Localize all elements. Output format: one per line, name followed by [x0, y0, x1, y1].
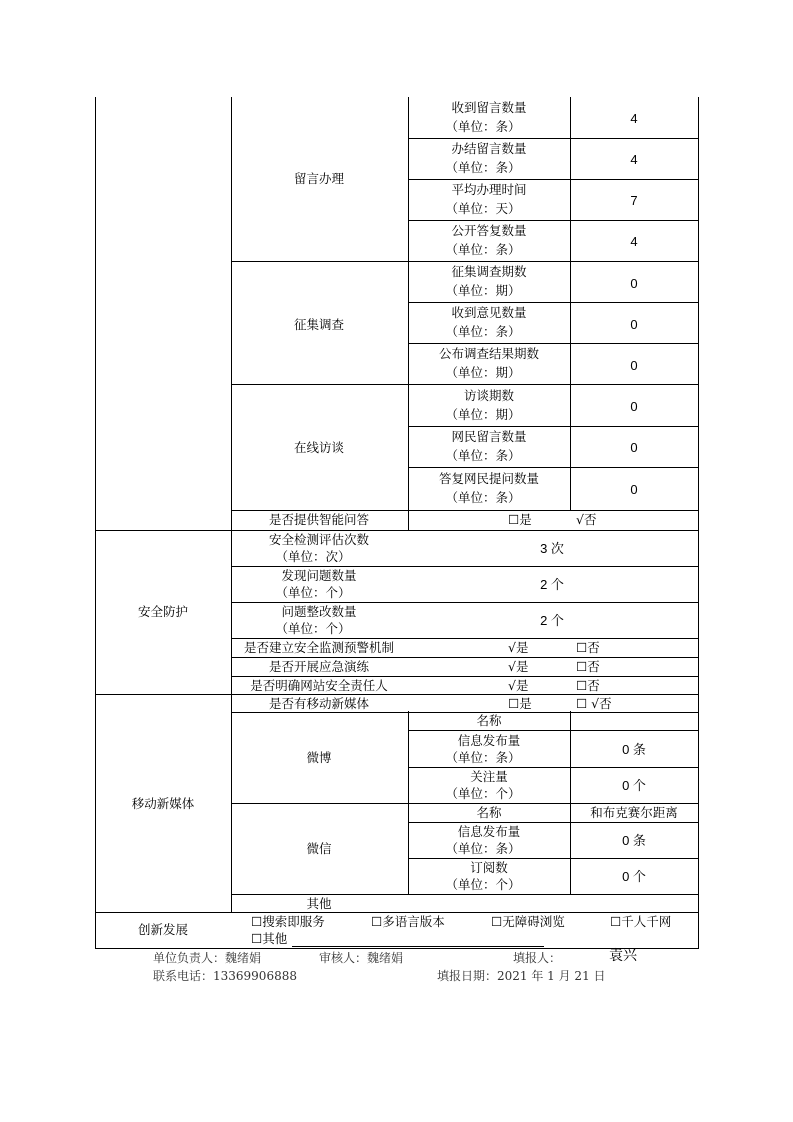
security-title: 安全防护	[137, 604, 189, 619]
survey-periods-unit: （单位：期）	[445, 283, 521, 298]
received-value: 4	[630, 111, 638, 126]
interview-periods-value: 0	[630, 399, 638, 414]
filler-signature: 袁兴	[609, 948, 637, 964]
media-other-label: 其他	[306, 896, 332, 911]
personalized-checkbox[interactable]: ☐千人千网	[610, 914, 672, 929]
fixed-label: 问题整改数量	[281, 604, 357, 619]
has-media-yes-checkbox[interactable]: ☐是	[508, 696, 532, 711]
issues-value: 2 个	[540, 577, 564, 592]
interview-answers-label: 答复网民提问数量	[438, 471, 540, 486]
interview-messages-unit: （单位：条）	[445, 448, 521, 463]
avg-time-label: 平均办理时间	[451, 182, 527, 197]
wechat-subs-unit: （单位：个）	[445, 877, 521, 892]
fill-date: 填报日期：2021 年 1 月 21 日	[437, 969, 606, 983]
interview-title: 在线访谈	[293, 440, 345, 455]
survey-opinions-label: 收到意见数量	[451, 305, 527, 320]
unit-head: 单位负责人：魏绪娟	[153, 951, 262, 965]
multilang-checkbox[interactable]: ☐多语言版本	[371, 914, 445, 929]
checks-label: 安全检测评估次数	[268, 532, 370, 547]
avg-time-value: 7	[630, 193, 638, 208]
drill-no-checkbox[interactable]: ☐否	[576, 659, 600, 674]
completed-label: 办结留言数量	[451, 141, 527, 156]
weibo-title: 微博	[306, 750, 332, 765]
survey-title: 征集调查	[293, 317, 345, 332]
interview-periods-label: 访谈期数	[463, 388, 515, 403]
issues-unit: （单位：个）	[275, 585, 351, 600]
completed-unit: （单位：条）	[445, 160, 521, 175]
survey-periods-label: 征集调查期数	[451, 264, 527, 279]
drill-label: 是否开展应急演练	[268, 659, 370, 674]
monitor-no-checkbox[interactable]: ☐否	[576, 640, 600, 655]
guestbook-title: 留言办理	[293, 171, 345, 186]
contact-phone: 联系电话：13369906888	[153, 969, 297, 983]
interview-answers-unit: （单位：条）	[445, 490, 521, 505]
monitor-label: 是否建立安全监测预警机制	[243, 640, 395, 655]
has-media-label: 是否有移动新媒体	[268, 696, 370, 711]
weibo-followers-label: 关注量	[470, 769, 508, 784]
interview-messages-label: 网民留言数量	[451, 429, 527, 444]
wechat-subs-value: 0 个	[622, 869, 646, 884]
checks-unit: （单位：次）	[275, 549, 351, 564]
drill-yes-checkbox[interactable]: √是	[508, 659, 529, 674]
weibo-posts-value: 0 条	[622, 742, 646, 757]
monitor-yes-checkbox[interactable]: √是	[508, 640, 529, 655]
smart-qa-no-checkbox[interactable]: √否	[576, 512, 597, 527]
innovation-other-checkbox[interactable]: ☐其他	[251, 931, 288, 946]
survey-opinions-value: 0	[630, 317, 638, 332]
survey-periods-value: 0	[630, 276, 638, 291]
filler-label: 填报人：	[513, 951, 562, 965]
public-unit: （单位：条）	[445, 242, 521, 257]
received-unit: （单位：条）	[445, 119, 521, 134]
survey-opinions-unit: （单位：条）	[445, 324, 521, 339]
survey-results-label: 公布调查结果期数	[438, 346, 540, 361]
weibo-followers-unit: （单位：个）	[445, 786, 521, 801]
reviewer: 审核人：魏绪娟	[319, 951, 404, 965]
wechat-subs-label: 订阅数	[470, 860, 508, 875]
owner-label: 是否明确网站安全责任人	[250, 678, 388, 693]
survey-results-value: 0	[630, 358, 638, 373]
avg-time-unit: （单位：天）	[445, 201, 521, 216]
completed-value: 4	[630, 152, 638, 167]
accessibility-checkbox[interactable]: ☐无障碍浏览	[491, 914, 565, 929]
wechat-name-value: 和布克赛尔距离	[590, 805, 678, 820]
issues-label: 发现问题数量	[281, 568, 357, 583]
media-title: 移动新媒体	[131, 796, 195, 811]
survey-results-unit: （单位：期）	[445, 365, 521, 380]
smart-qa-yes-checkbox[interactable]: ☐是	[508, 512, 532, 527]
search-service-checkbox[interactable]: ☐搜索即服务	[251, 914, 325, 929]
smart-qa-label: 是否提供智能问答	[268, 512, 370, 527]
owner-yes-checkbox[interactable]: √是	[508, 678, 529, 693]
interview-messages-value: 0	[630, 440, 638, 455]
wechat-posts-unit: （单位：条）	[445, 841, 521, 856]
owner-no-checkbox[interactable]: ☐否	[576, 678, 600, 693]
weibo-followers-value: 0 个	[622, 778, 646, 793]
public-label: 公开答复数量	[451, 223, 527, 238]
received-label: 收到留言数量	[451, 100, 527, 115]
fixed-value: 2 个	[540, 613, 564, 628]
weibo-name-label: 名称	[476, 713, 502, 728]
public-value: 4	[630, 234, 638, 249]
weibo-posts-unit: （单位：条）	[445, 750, 521, 765]
wechat-posts-value: 0 条	[622, 833, 646, 848]
wechat-title: 微信	[306, 841, 332, 856]
interview-answers-value: 0	[630, 482, 638, 497]
weibo-posts-label: 信息发布量	[457, 733, 521, 748]
wechat-name-label: 名称	[476, 805, 502, 820]
checks-value: 3 次	[540, 541, 564, 556]
interview-periods-unit: （单位：期）	[445, 407, 521, 422]
fixed-unit: （单位：个）	[275, 621, 351, 636]
wechat-posts-label: 信息发布量	[457, 824, 521, 839]
has-media-no-checkbox[interactable]: ☐ √否	[576, 696, 612, 711]
innovation-title: 创新发展	[137, 922, 189, 937]
